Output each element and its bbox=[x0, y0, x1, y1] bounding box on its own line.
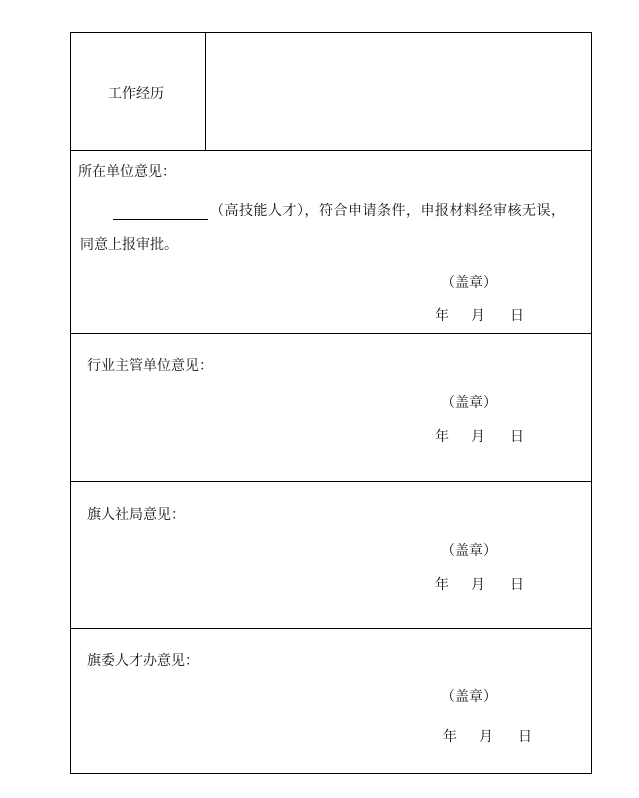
row-separator-1 bbox=[71, 150, 591, 151]
industry-authority-opinion-title: 行业主管单位意见： bbox=[87, 358, 213, 374]
hr-bureau-seal: （盖章） bbox=[441, 543, 497, 559]
row-separator-2 bbox=[71, 333, 591, 334]
form-table bbox=[70, 32, 592, 774]
talent-office-date-year: 年 bbox=[443, 729, 457, 745]
row-separator-4 bbox=[71, 628, 591, 629]
employer-opinion-title: 所在单位意见： bbox=[78, 164, 176, 180]
industry-authority-date-day: 日 bbox=[510, 429, 524, 445]
work-experience-field[interactable] bbox=[206, 33, 592, 150]
employer-date-month: 月 bbox=[471, 308, 485, 324]
talent-office-date-month: 月 bbox=[479, 729, 493, 745]
employer-opinion-text-1: （高技能人才），符合申请条件，申报材料经审核无误， bbox=[210, 203, 566, 219]
employer-date-day: 日 bbox=[510, 308, 524, 324]
talent-office-seal: （盖章） bbox=[441, 689, 497, 705]
employer-seal: （盖章） bbox=[441, 275, 497, 291]
hr-bureau-date-day: 日 bbox=[510, 577, 524, 593]
hr-bureau-date-year: 年 bbox=[435, 577, 449, 593]
industry-authority-seal: （盖章） bbox=[441, 395, 497, 411]
industry-authority-date-year: 年 bbox=[435, 429, 449, 445]
talent-office-date-day: 日 bbox=[518, 729, 532, 745]
row-separator-3 bbox=[71, 481, 591, 482]
work-experience-label: 工作经历 bbox=[108, 86, 164, 102]
employer-date-year: 年 bbox=[435, 308, 449, 324]
hr-bureau-opinion-title: 旗人社局意见： bbox=[87, 507, 185, 523]
talent-office-opinion-title: 旗委人才办意见： bbox=[87, 653, 199, 669]
employer-opinion-text-2: 同意上报审批。 bbox=[80, 237, 178, 253]
industry-authority-date-month: 月 bbox=[471, 429, 485, 445]
hr-bureau-date-month: 月 bbox=[471, 577, 485, 593]
name-fill-blank[interactable] bbox=[113, 219, 208, 220]
